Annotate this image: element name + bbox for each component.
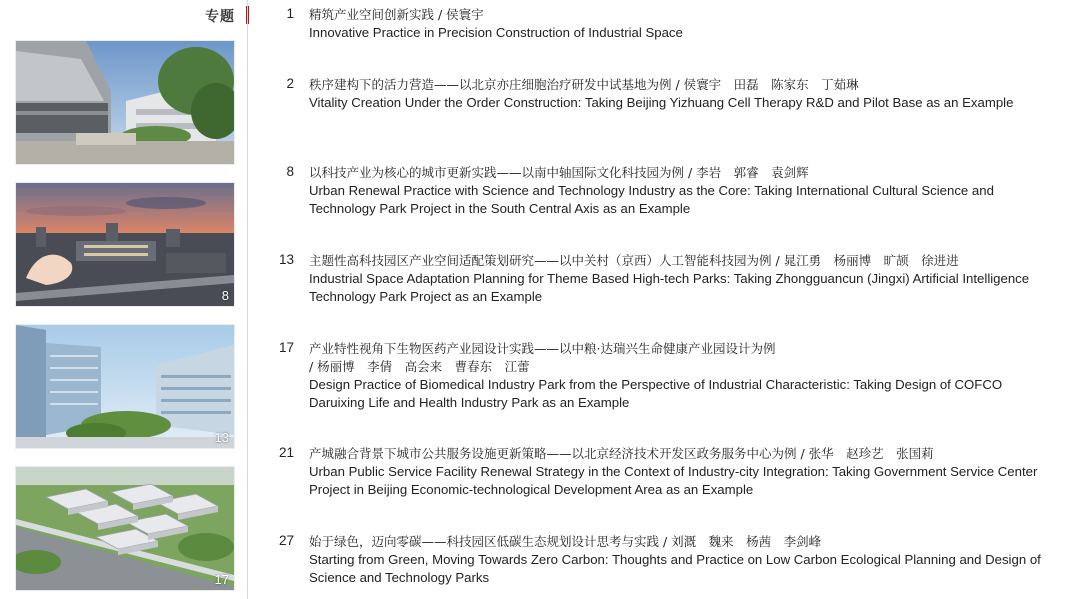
thumbnail-page-number: 17 xyxy=(214,572,229,587)
entry-authors-zh: / 杨丽博 李倩 高会来 曹春东 江蕾 xyxy=(309,359,530,374)
entry-title-zh: 主题性高科技园区产业空间适配策划研究——以中关村（京西）人工智能科技园为例 / 晁江勇 杨丽博 旷颉 徐进进 xyxy=(309,253,959,268)
thumbnail-page-number: 13 xyxy=(214,430,229,445)
thumbnail-image xyxy=(15,324,235,449)
thumbnail-image xyxy=(15,182,235,307)
entry-page-number: 8 xyxy=(286,164,294,179)
thumbnail-page-number: 8 xyxy=(221,288,229,303)
entry-title-en: Vitality Creation Under the Order Construction: Taking Beijing Yizhuang Cell Therapy R&D and Pilot Base as an Example xyxy=(309,95,1014,110)
entry-title-zh: 以科技产业为核心的城市更新实践——以南中轴国际文化科技园为例 / 李岩 郭睿 袁剑辉 xyxy=(309,165,809,180)
entry-title-en: Industrial Space Adaptation Planning for Theme Based High-tech Parks: Taking Zhongguancun (Jingxi) Artificial Intelligence Technology Park Project as an Example xyxy=(309,271,1030,304)
thumbnail-image xyxy=(15,466,235,591)
entry-title-zh: 产城融合背景下城市公共服务设施更新策略——以北京经济技术开发区政务服务中心为例 / 张华 赵珍艺 张国莉 xyxy=(309,446,934,461)
thumbnail-image xyxy=(15,40,235,165)
section-label: 专题 xyxy=(205,9,235,25)
entry-title-en: Starting from Green, Moving Towards Zero Carbon: Thoughts and Practice on Low Carbon Ecological Planning and Design of Science and Technology Parks xyxy=(309,552,1041,585)
entry-page-number: 2 xyxy=(286,76,294,91)
entry-title-zh: 产业特性视角下生物医药产业园设计实践——以中粮·达瑞兴生命健康产业园设计为例 xyxy=(309,341,776,356)
entry-page-number: 17 xyxy=(278,340,294,355)
entry-page-number: 21 xyxy=(278,445,294,460)
entry-title-en: Urban Renewal Practice with Science and Technology Industry as the Core: Taking International Cultural Science and Technology Park Project in the South Central Axis as an Example xyxy=(309,183,994,216)
entry-page-number: 1 xyxy=(286,6,294,21)
entry-page-number: 13 xyxy=(278,252,294,267)
entry-title-zh: 始于绿色，迈向零碳——科技园区低碳生态规划设计思考与实践 / 刘溉 魏来 杨茜 李剑峰 xyxy=(309,534,822,549)
entry-page-number: 27 xyxy=(278,533,294,548)
entry-title-en: Innovative Practice in Precision Construction of Industrial Space xyxy=(309,25,683,40)
entry-title-zh: 精筑产业空间创新实践 / 侯寰宇 xyxy=(309,7,484,22)
entry-title-en: Design Practice of Biomedical Industry Park from the Perspective of Industrial Characteristic: Taking Design of COFCO Daruixing Life and Health Industry Park as an Example xyxy=(309,377,1003,410)
divider-line xyxy=(247,0,248,599)
entry-title-en: Urban Public Service Facility Renewal Strategy in the Context of Industry-city Integration: Taking Government Service Center Project in Beijing Economic-technological Development Area as an Example xyxy=(309,464,1038,497)
entry-title-zh: 秩序建构下的活力营造——以北京亦庄细胞治疗研发中试基地为例 / 侯寰宇 田磊 陈家东 丁茹琳 xyxy=(309,77,859,92)
